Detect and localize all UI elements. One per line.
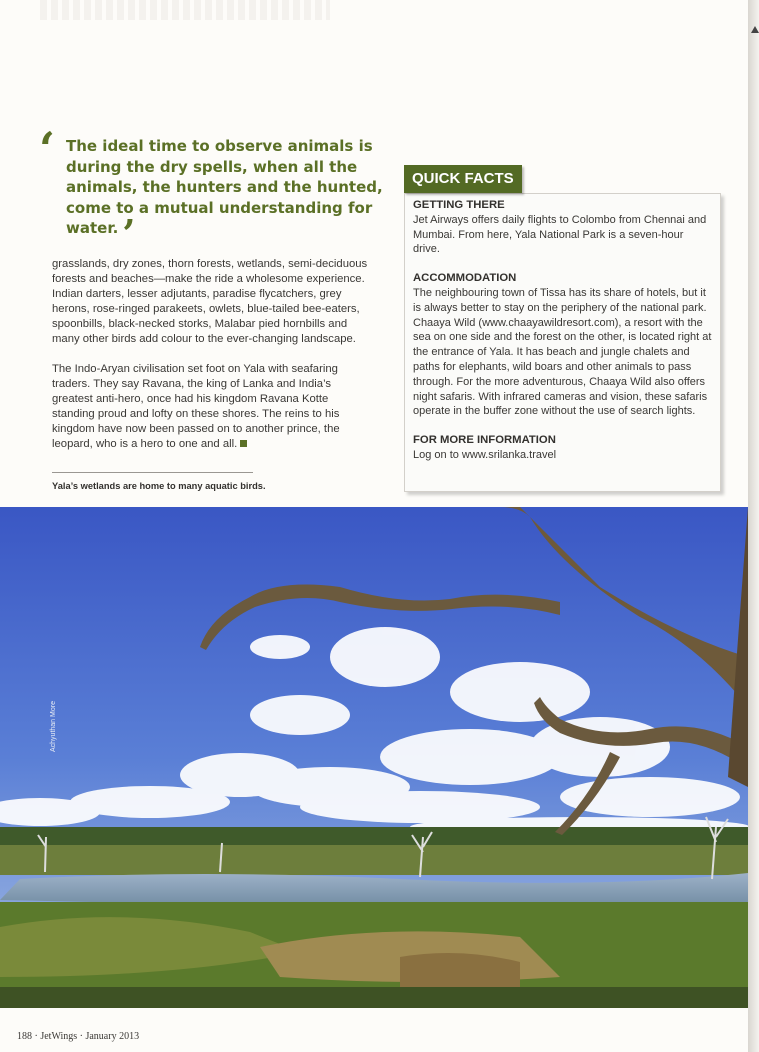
pull-quote: [39, 122, 384, 256]
section-title: FOR MORE INFORMATION: [413, 434, 556, 447]
photo-credit: Achyuthan More: [50, 701, 57, 752]
quick-facts-section-more-info: [413, 433, 713, 463]
article-body: [52, 257, 372, 466]
quick-facts-section-getting-there: [413, 198, 713, 257]
photo-caption: Yala’s wetlands are home to many aquatic birds.: [52, 481, 266, 491]
photo-illustration: [0, 507, 748, 1008]
close-quote-icon: ’: [122, 211, 136, 256]
caption-divider: [52, 472, 253, 473]
body-paragraph: grasslands, dry zones, thorn forests, wetlands, semi-deciduous forests and beaches—make the ride a wholesome experience. Indian darters, lesser adjutants, paradise flycatchers, grey herons, rose-ringed parakeets, owlets, blue-tailed bee-eaters, spoonbills, black-necked storks, Malabar pied hornbills and many other birds add colour to the ever-changing landscape.: [52, 258, 368, 346]
quick-facts-header: QUICK FACTS: [404, 165, 522, 193]
section-text: The neighbouring town of Tissa has its share of hotels, but it is always better to stay on the periphery of the national park. Chaaya Wild (www.chaayawildresort.com), a resort with the sea on one side and the forest on the other, is located right at the entrance of Yala. It has beach and jungle chalets and paths for elephants, wild boars and other animals to pass through. For the more adventurous, Chaaya Wild also offers night safaris. With infrared cameras and vision, these safaris operate in the buffer zone without the use of search lights.: [413, 286, 712, 418]
grass-band: [0, 845, 748, 875]
section-text: Jet Airways offers daily flights to Colombo from Chennai and Mumbai. From here, Yala National Park is a seven-hour drive.: [413, 213, 707, 256]
end-of-article-icon: [240, 440, 247, 447]
page-edge: [748, 0, 759, 1052]
wetland-landscape-photo: [0, 507, 748, 1008]
section-title: GETTING THERE: [413, 199, 505, 211]
section-title: ACCOMMODATION: [413, 272, 517, 285]
open-quote-icon: ‘: [39, 122, 56, 176]
body-paragraph: The Indo-Aryan civilisation set foot on Yala with seafaring traders. They say Ravana, the king of Lanka and India’s greatest anti-hero, once had his kingdom Ravana Kotte standing proud and lofty on these shores. The reins to his kingdom have now been passed on to another prince, the leopard, who is a hero to one and all.: [52, 362, 340, 451]
corner-arrow-icon: [751, 26, 759, 33]
page-footer: 188 · JetWings · January 2013: [17, 1031, 140, 1042]
section-text: Log on to www.srilanka.travel: [413, 448, 557, 461]
pull-quote-text: The ideal time to observe animals is during the dry spells, when all the animals, the hunters and the hunted, come to a mutual understanding for water. ’: [66, 137, 383, 256]
faded-previous-text: [40, 0, 330, 20]
quick-facts-content: [413, 198, 713, 477]
quick-facts-section-accommodation: [413, 271, 713, 419]
